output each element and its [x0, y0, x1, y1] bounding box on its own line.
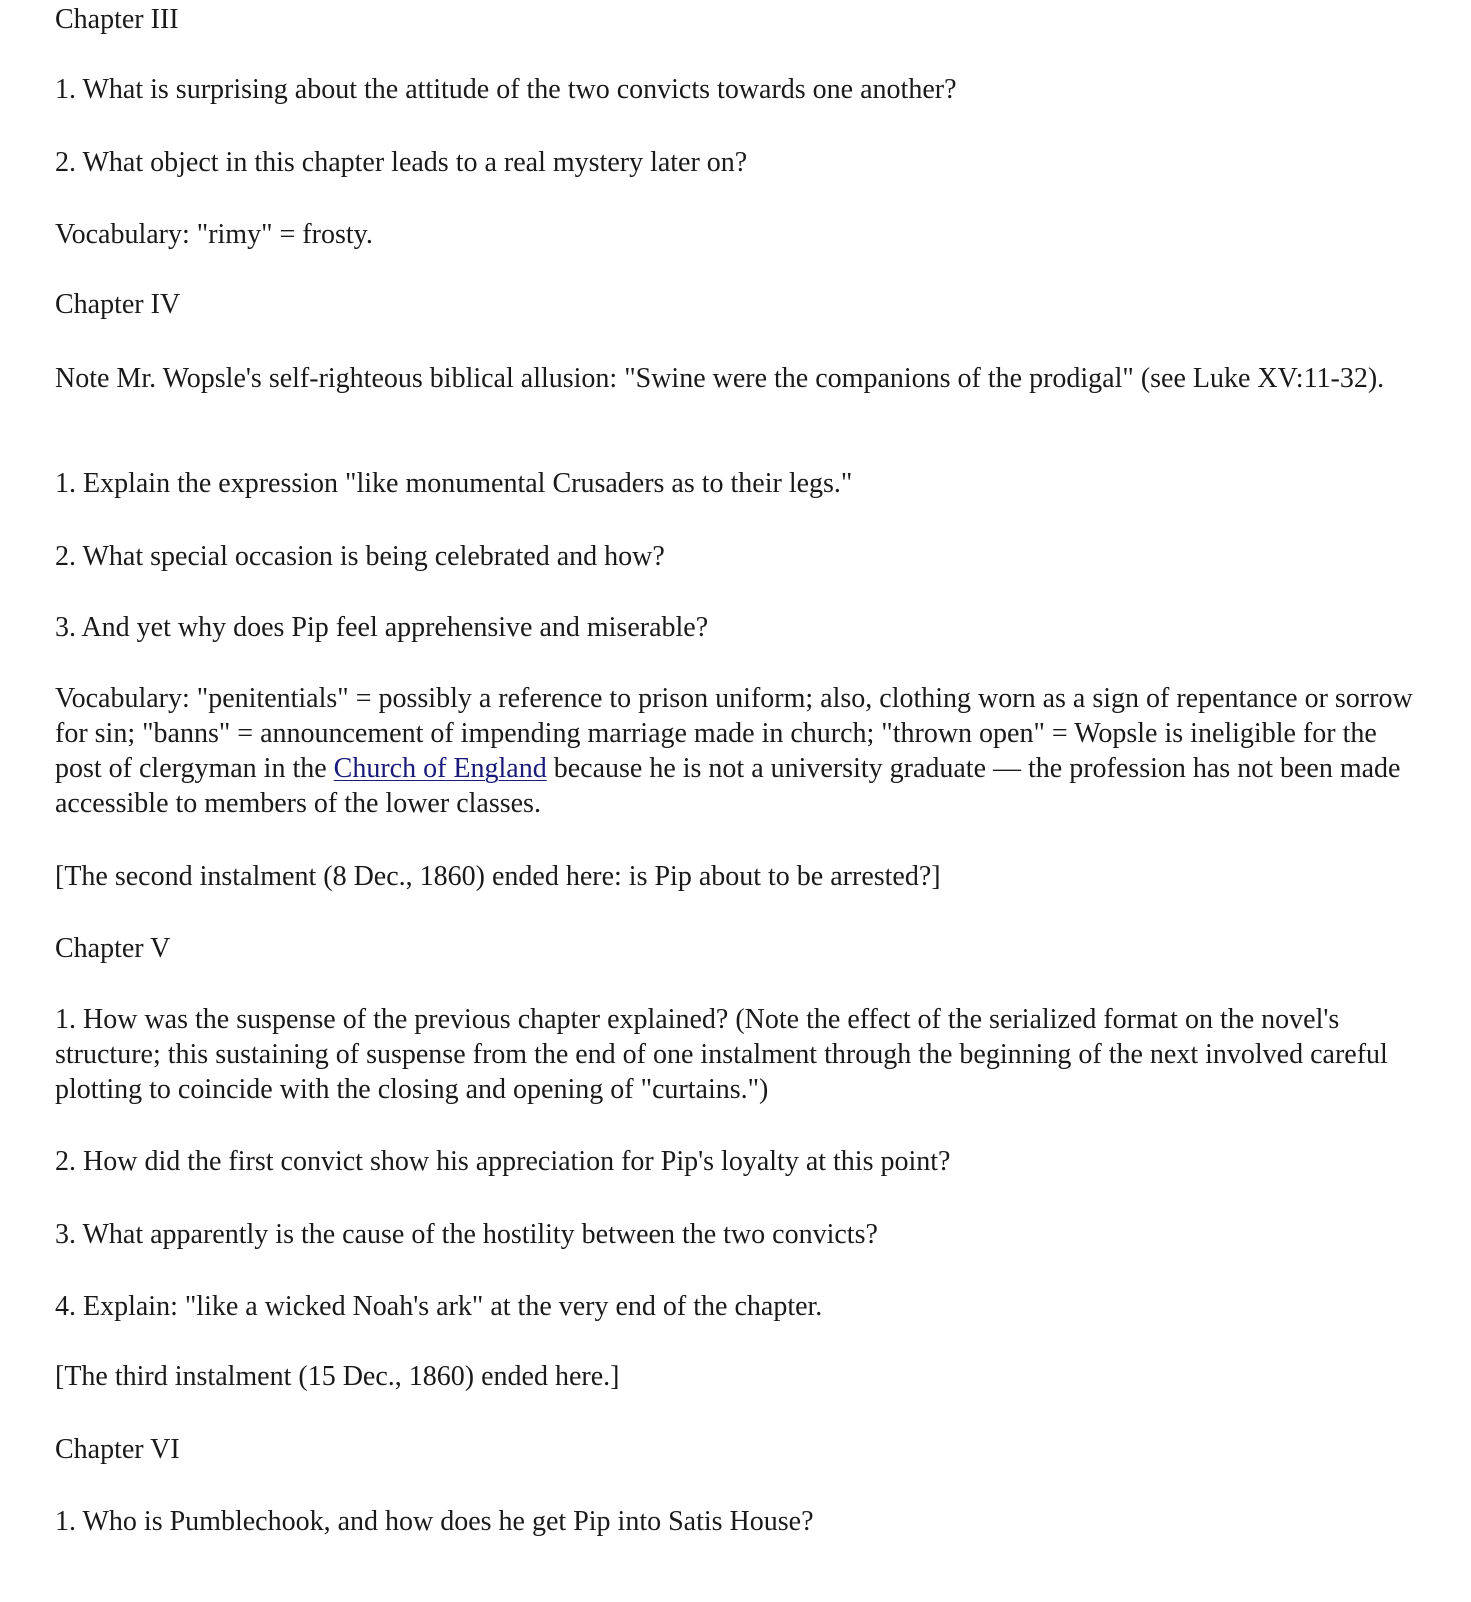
chapter-iv-question-1: 1. Explain the expression "like monumental Crusaders as to their legs."	[55, 468, 853, 499]
chapter-iv-question-3: 3. And yet why does Pip feel apprehensive and miserable?	[55, 612, 709, 643]
chapter-iii-question-1: 1. What is surprising about the attitude of the two convicts towards one another?	[55, 74, 957, 105]
vocabulary-text-before-link: Vocabulary: "penitentials" = possibly a reference to prison uniform; also, clothing worn as a sign of repentance or sorrow for sin; "banns" = announcement of impending marriage made in church; "thrown open" = Wopsle is ineligible for the post of clergyman in the	[55, 683, 1413, 784]
vocabulary-text-after-link: because he is not a university graduate — the profession has not been made accessible to members of the lower classes.	[55, 753, 1401, 819]
chapter-v-question-2: 2. How did the first convict show his appreciation for Pip's loyalty at this point?	[55, 1146, 951, 1177]
chapter-vi-question-1: 1. Who is Pumblechook, and how does he get Pip into Satis House?	[55, 1506, 814, 1537]
chapter-iii-vocabulary: Vocabulary: "rimy" = frosty.	[55, 219, 373, 250]
second-instalment-note: [The second instalment (8 Dec., 1860) ended here: is Pip about to be arrested?]	[55, 861, 941, 892]
chapter-iv-heading: Chapter IV	[55, 289, 181, 320]
chapter-iv-vocabulary	[55, 681, 1430, 821]
chapter-v-question-4: 4. Explain: "like a wicked Noah's ark" at the very end of the chapter.	[55, 1291, 823, 1322]
chapter-iii-heading: Chapter III	[55, 4, 179, 35]
church-of-england-link[interactable]: Church of England	[333, 753, 547, 784]
chapter-v-question-1: 1. How was the suspense of the previous chapter explained? (Note the effect of the serialized format on the novel's structure; this sustaining of suspense from the end of one instalment through the beginning of the next involved careful plotting to coincide with the closing and opening of "curtains.")	[55, 1004, 1388, 1105]
chapter-v-heading: Chapter V	[55, 933, 171, 964]
chapter-vi-heading: Chapter VI	[55, 1434, 180, 1465]
chapter-iv-question-2: 2. What special occasion is being celebrated and how?	[55, 541, 665, 572]
chapter-v-question-3: 3. What apparently is the cause of the hostility between the two convicts?	[55, 1219, 878, 1250]
chapter-iv-note: Note Mr. Wopsle's self-righteous biblical allusion: "Swine were the companions of the prodigal" (see Luke XV:11-32).	[55, 363, 1385, 394]
chapter-iii-question-2: 2. What object in this chapter leads to a real mystery later on?	[55, 147, 748, 178]
third-instalment-note: [The third instalment (15 Dec., 1860) ended here.]	[55, 1361, 620, 1392]
